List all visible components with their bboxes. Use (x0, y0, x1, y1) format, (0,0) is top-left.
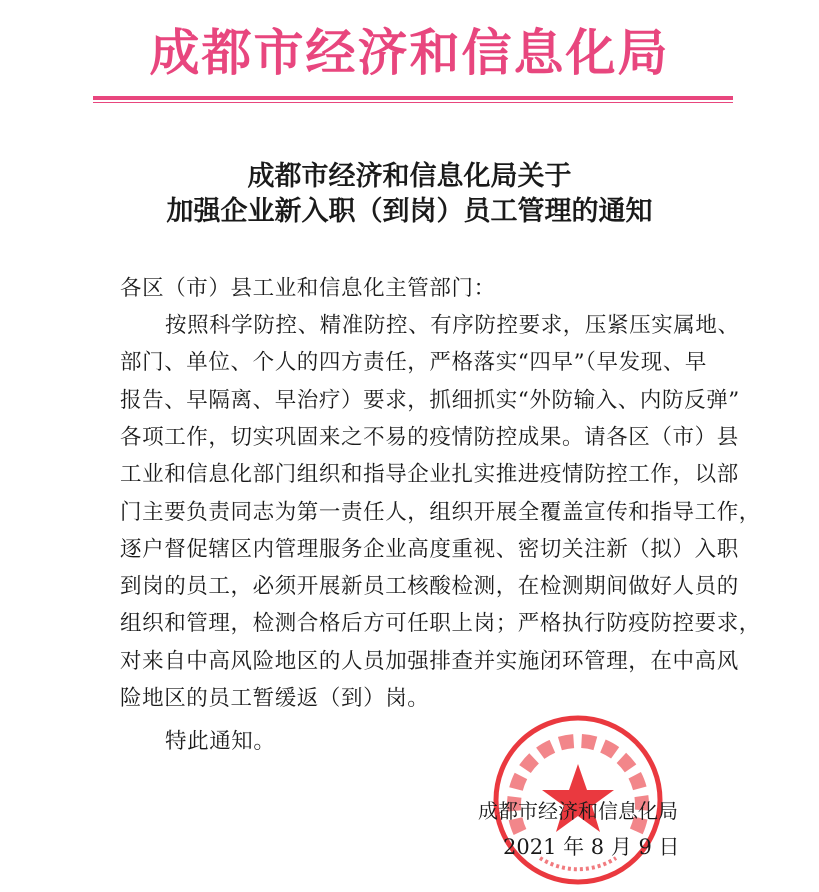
letterhead-rule (93, 96, 733, 100)
document-title-line-2: 加强企业新入职（到岗）员工管理的通知 (166, 196, 653, 227)
body-line: 组织和管理，检测合格后方可任职上岗；严格执行防疫防控要求， (120, 611, 761, 637)
document-title-line-1: 成都市经济和信息化局关于 (247, 161, 572, 192)
body-line: 按照科学防控、精准防控、有序防控要求，压紧压实属地、 (165, 313, 740, 338)
letterhead-rule-thin (93, 102, 733, 103)
signature-date: 2021 年 8 月 9 日 (503, 835, 680, 859)
signature-organization: 成都市经济和信息化局 (478, 799, 678, 823)
body-line: 部门、单位、个人的四方责任，严格落实“四早”（早发现、早 (120, 350, 708, 376)
body-line: 险地区的员工暂缓返（到）岗。 (120, 686, 430, 711)
body-line: 逐户督促辖区内管理服务企业高度重视、密切关注新（拟）入职 (120, 536, 739, 562)
body-line: 工业和信息化部门组织和指导企业扎实推进疫情防控工作，以部 (120, 462, 739, 488)
letterhead-title: 成都市经济和信息化局 (149, 24, 670, 82)
body-line: 到岗的员工，必须开展新员工核酸检测，在检测期间做好人员的 (120, 574, 739, 600)
body-line: 对来自中高风险地区的人员加强排查并实施闭环管理，在中高风 (120, 648, 739, 674)
body-line: 报告、早隔离、早治疗）要求，抓细抓实“外防输入、内防反弹” (120, 387, 740, 413)
salutation: 各区（市）县工业和信息化主管部门： (120, 276, 496, 301)
body-line: 各项工作，切实巩固来之不易的疫情防控成果。请各区（市）县 (120, 424, 739, 450)
closing: 特此通知。 (165, 729, 276, 754)
body-line: 门主要负责同志为第一责任人，组织开展全覆盖宣传和指导工作， (120, 499, 761, 525)
